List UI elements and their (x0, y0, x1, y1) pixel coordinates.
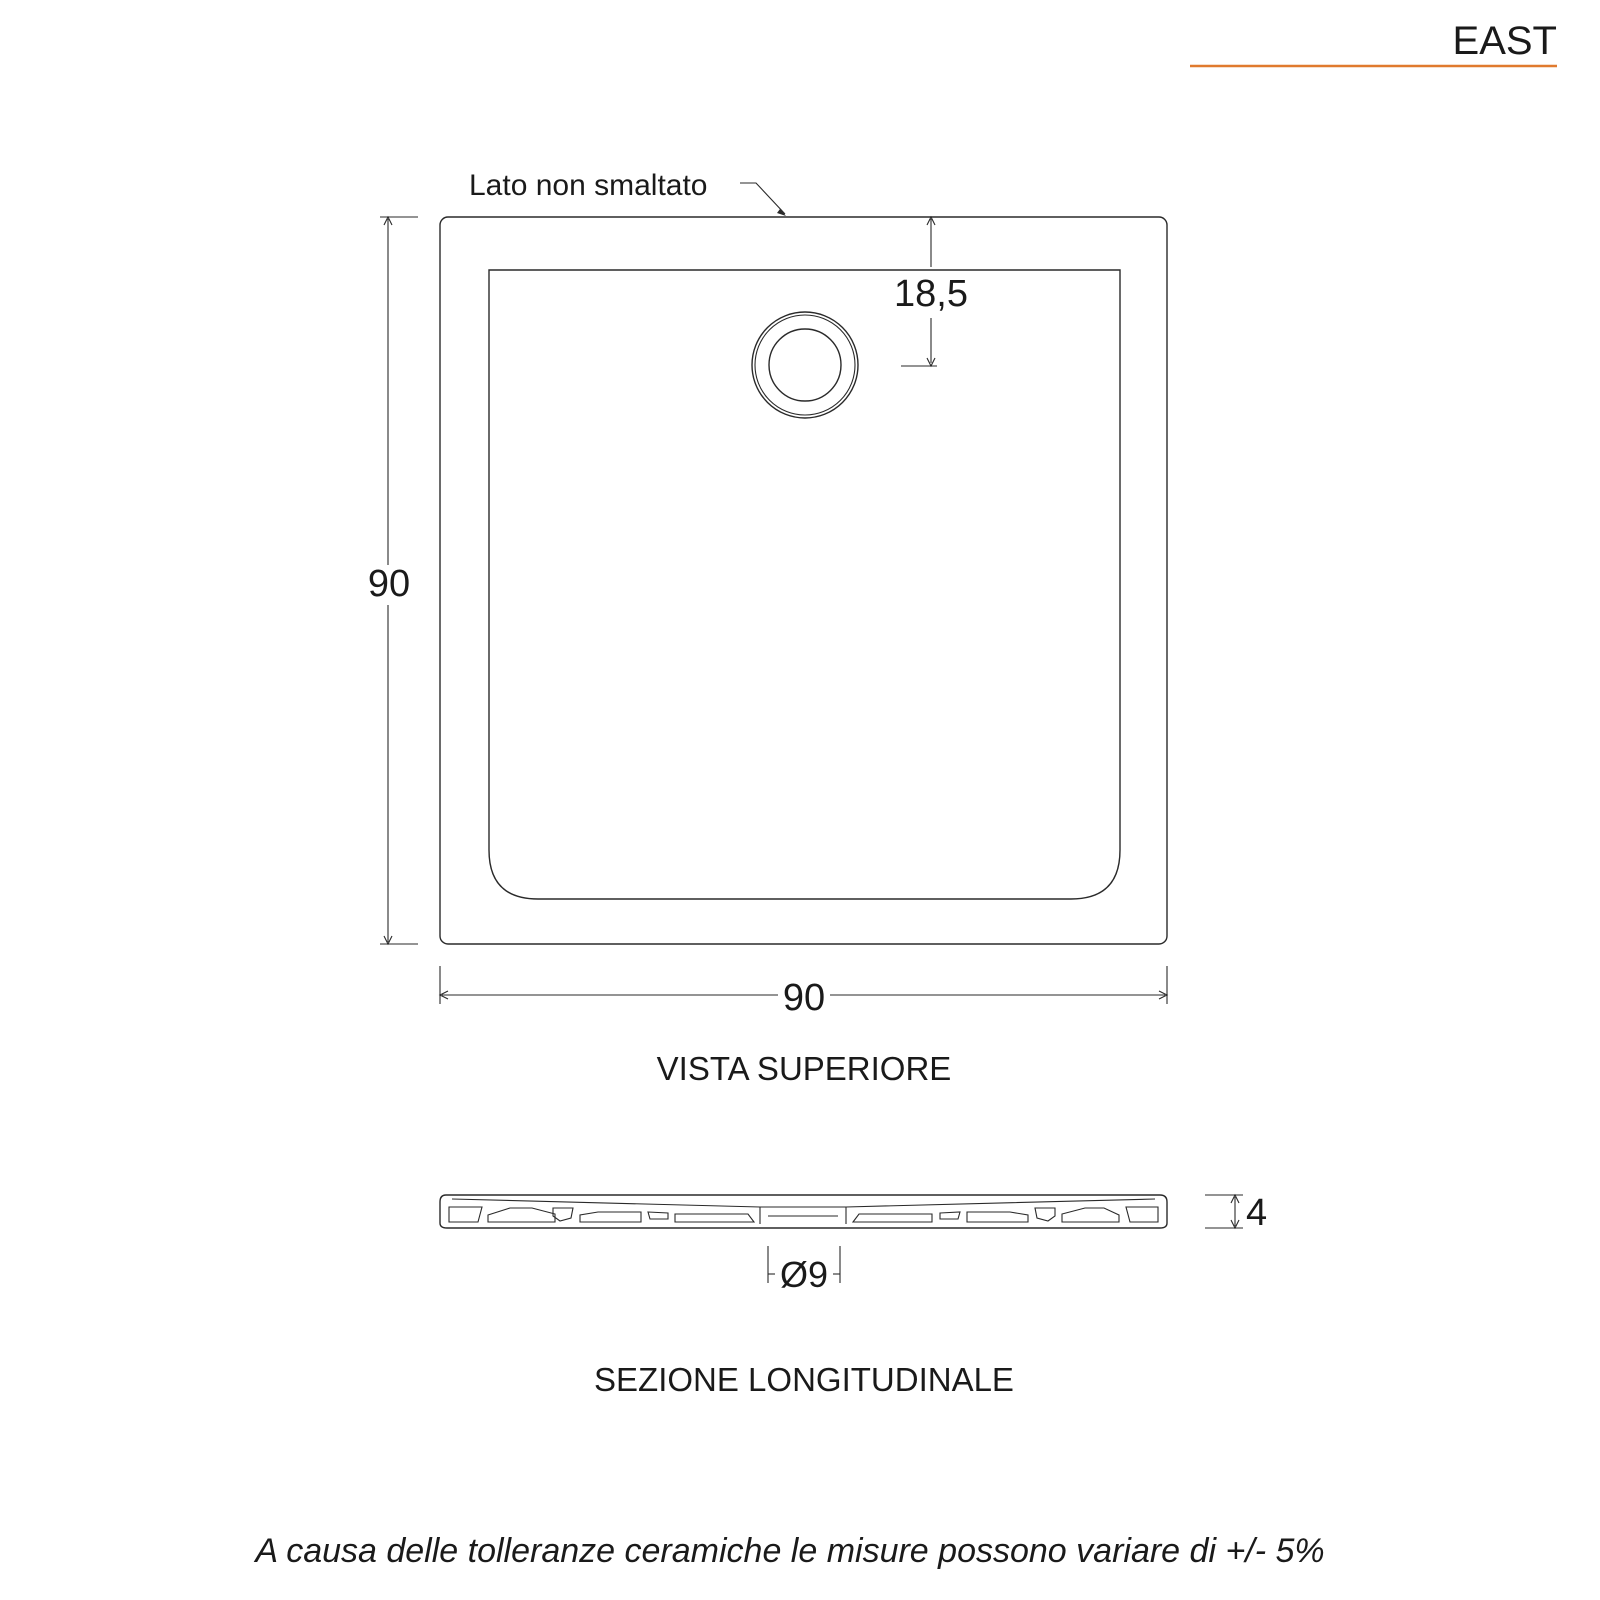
section-rib (853, 1214, 932, 1222)
section-rib (675, 1214, 754, 1222)
top-view (368, 169, 1167, 1087)
brand-label: EAST (1452, 19, 1557, 63)
drain-diameter-label: Ø9 (779, 1254, 829, 1295)
width-dimension-label: 90 (782, 977, 826, 1019)
section-rib (1062, 1208, 1119, 1222)
section-drain-channel (760, 1207, 846, 1224)
tray-outline (440, 217, 1167, 944)
section-rib (1126, 1207, 1158, 1222)
section-rib (648, 1212, 668, 1219)
section-rib (1035, 1208, 1055, 1221)
section-rib (449, 1207, 482, 1222)
drain-mid-ring (755, 315, 855, 415)
tray-basin (489, 270, 1120, 899)
tolerance-disclaimer: A causa delle tolleranze ceramiche le misure possono variare di +/- 5% (255, 1532, 1325, 1570)
section-top-surface (452, 1199, 1155, 1207)
section-profile (440, 1195, 1167, 1228)
drain-offset-label: 18,5 (894, 273, 968, 315)
section-rib (940, 1212, 960, 1219)
note-leader-line (740, 183, 785, 214)
section-caption: SEZIONE LONGITUDINALE (594, 1361, 1014, 1398)
section-rib (488, 1208, 555, 1222)
height-dimension-label: 4 (1246, 1192, 1268, 1234)
depth-dimension-label: 90 (367, 563, 411, 605)
drain-inner-ring (769, 329, 841, 401)
section-rib (967, 1212, 1028, 1222)
section-rib (553, 1208, 573, 1221)
drain-outer-ring (752, 312, 858, 418)
section-rib (580, 1212, 641, 1222)
section-view (440, 1192, 1267, 1398)
top-view-caption: VISTA SUPERIORE (656, 1050, 952, 1087)
unglazed-side-note: Lato non smaltato (469, 169, 708, 202)
